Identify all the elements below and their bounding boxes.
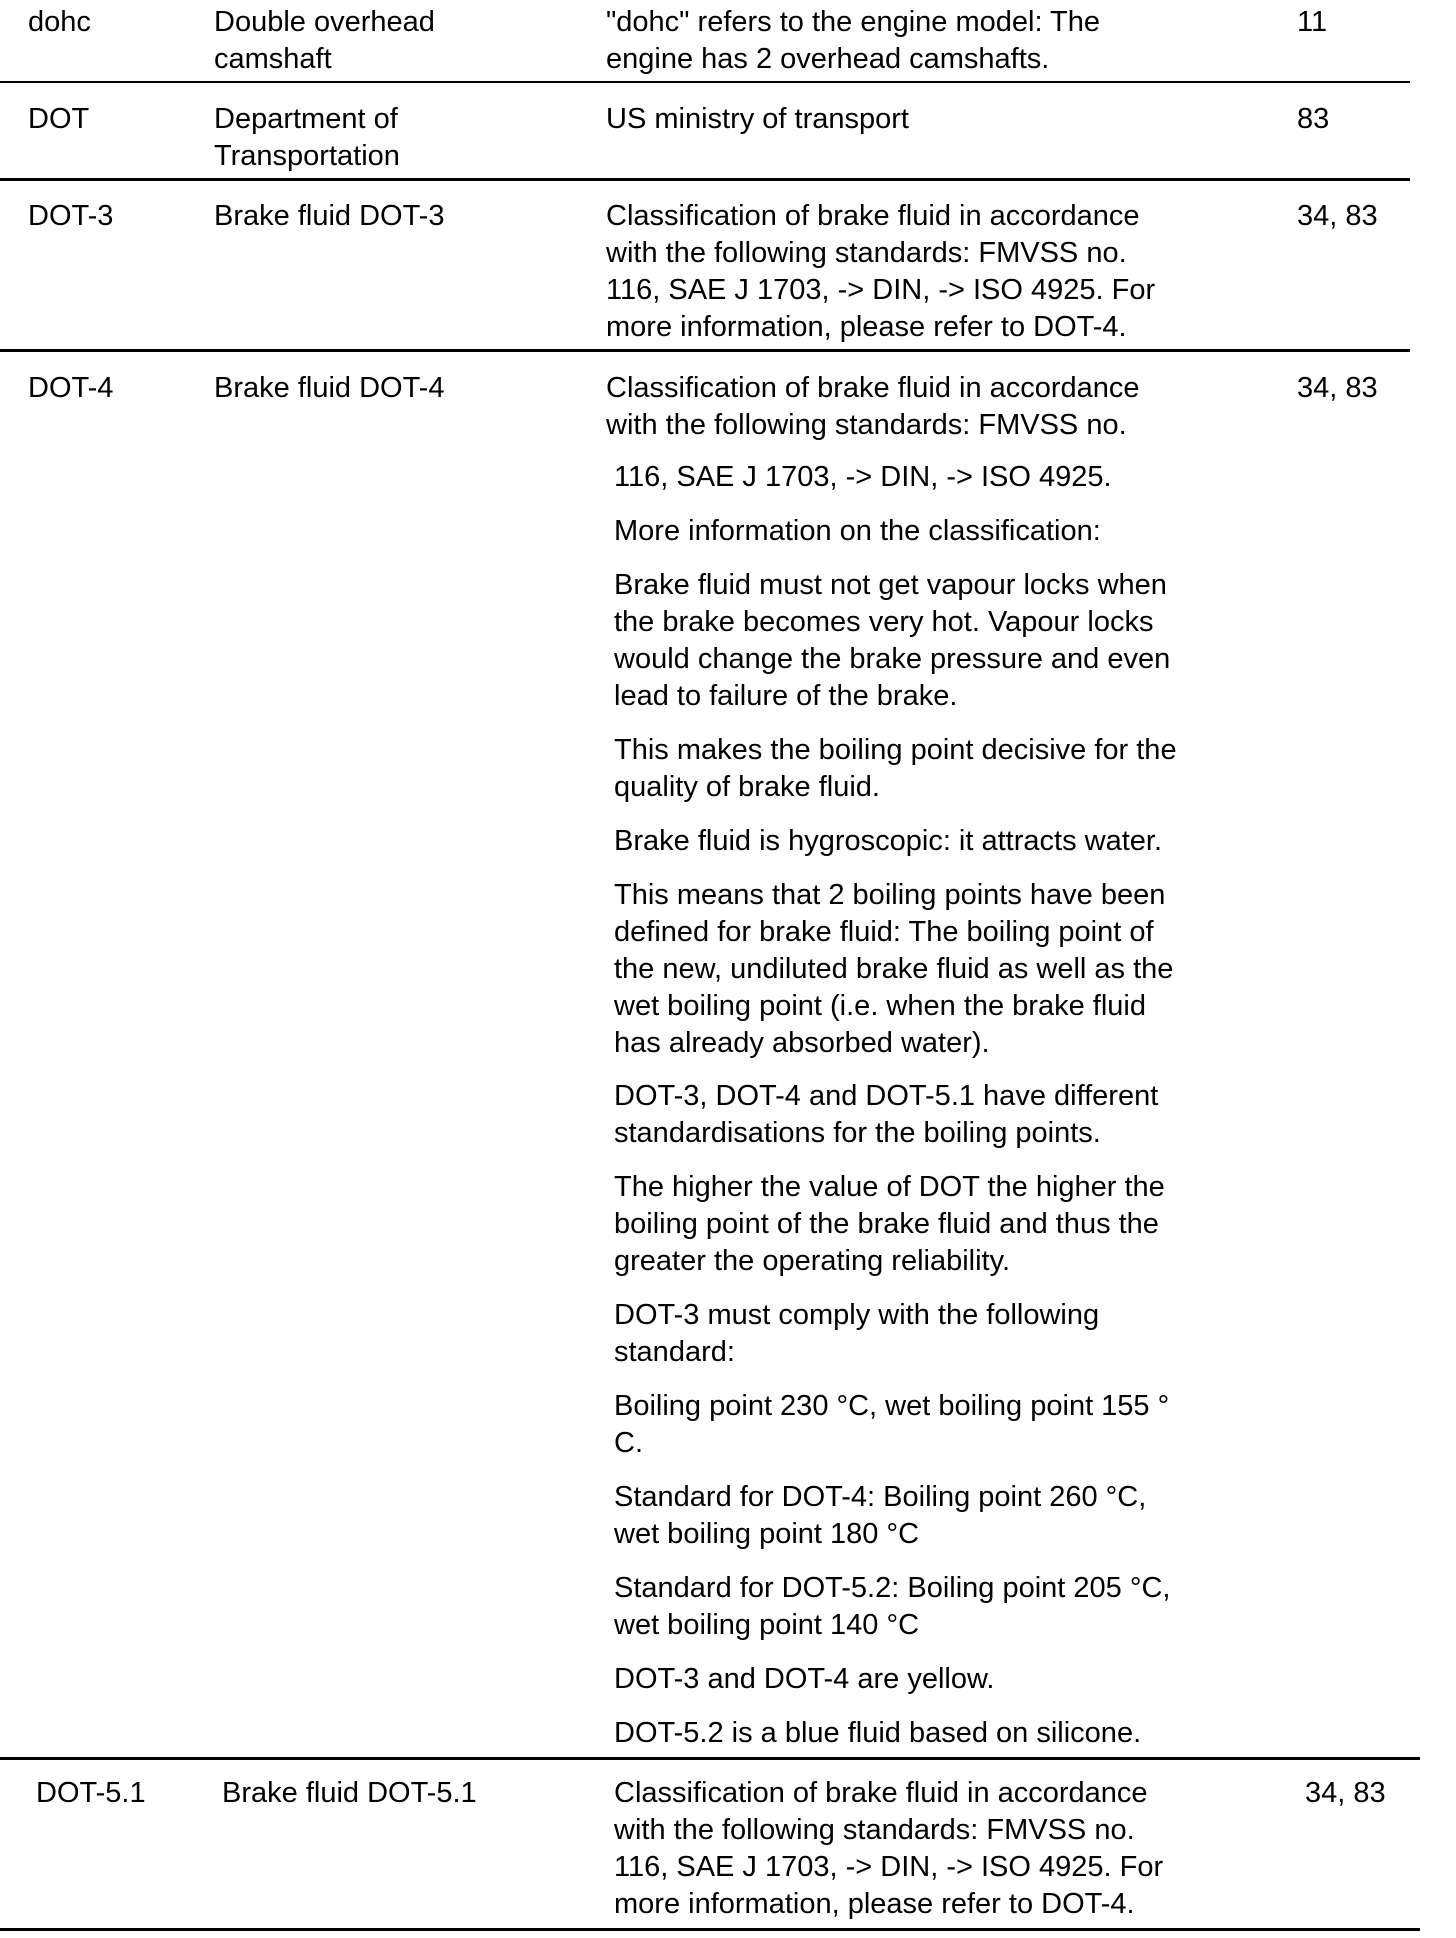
paragraph-line: The higher the value of DOT the higher the bbox=[614, 1171, 1165, 1203]
term-line: Double overhead bbox=[214, 6, 435, 38]
row-dot-pages bbox=[1297, 101, 1329, 138]
description-line: more information, please refer to DOT-4. bbox=[606, 311, 1127, 343]
description-line: with the following standards: FMVSS no. bbox=[606, 237, 1127, 269]
paragraph bbox=[614, 567, 1274, 715]
paragraph bbox=[614, 877, 1274, 1062]
row-dot51-pages bbox=[1305, 1775, 1386, 1812]
paragraph-line: DOT-3 and DOT-4 are yellow. bbox=[614, 1663, 995, 1695]
row-dot4-term bbox=[214, 370, 444, 407]
paragraph-line: lead to failure of the brake. bbox=[614, 680, 958, 712]
paragraph-line: This means that 2 boiling points have been bbox=[614, 879, 1166, 911]
row-dot51-description bbox=[614, 1775, 1163, 1923]
page-reference: 34, 83 bbox=[1297, 372, 1378, 404]
row-dot51-term bbox=[222, 1775, 477, 1812]
paragraph-line: greater the operating reliability. bbox=[614, 1245, 1011, 1277]
description-line: engine has 2 overhead camshafts. bbox=[606, 43, 1050, 75]
paragraph bbox=[614, 1715, 1274, 1752]
paragraph-line: DOT-3 must comply with the following bbox=[614, 1299, 1100, 1331]
term-line: Brake fluid DOT-3 bbox=[214, 200, 445, 232]
row-dot3-abbr bbox=[28, 198, 113, 235]
paragraph bbox=[614, 1297, 1274, 1371]
paragraph-line: C. bbox=[614, 1427, 643, 1459]
row-dot51-abbr bbox=[36, 1775, 146, 1812]
description-line: Classification of brake fluid in accordance bbox=[606, 200, 1140, 232]
row-dot3-pages bbox=[1297, 198, 1378, 235]
paragraph bbox=[614, 1661, 1274, 1698]
paragraph-line: quality of brake fluid. bbox=[614, 771, 880, 803]
page-reference: 11 bbox=[1297, 6, 1328, 38]
abbr-text: dohc bbox=[28, 6, 91, 38]
paragraph-line: Brake fluid is hygroscopic: it attracts water. bbox=[614, 825, 1162, 857]
row-dot3-term bbox=[214, 198, 444, 235]
term-line: Brake fluid DOT-4 bbox=[214, 372, 445, 404]
paragraph-line: Standard for DOT-4: Boiling point 260 °C, bbox=[614, 1481, 1147, 1513]
paragraph-line: This makes the boiling point decisive for the bbox=[614, 734, 1177, 766]
description-line: with the following standards: FMVSS no. bbox=[606, 409, 1127, 441]
paragraph-line: wet boiling point 180 °C bbox=[614, 1518, 920, 1550]
paragraph-line: defined for brake fluid: The boiling point of bbox=[614, 916, 1154, 948]
paragraph-line: boiling point of the brake fluid and thus the bbox=[614, 1208, 1159, 1240]
paragraph-line: Standard for DOT-5.2: Boiling point 205 °C, bbox=[614, 1572, 1171, 1604]
paragraph bbox=[614, 1479, 1274, 1553]
term-line: Transportation bbox=[214, 140, 400, 172]
paragraph-line: wet boiling point (i.e. when the brake fluid bbox=[614, 990, 1146, 1022]
description-line: with the following standards: FMVSS no. bbox=[614, 1814, 1135, 1846]
paragraph bbox=[614, 1078, 1274, 1152]
paragraph-line: standard: bbox=[614, 1336, 735, 1368]
paragraph-line: Brake fluid must not get vapour locks when bbox=[614, 569, 1167, 601]
paragraph-line: wet boiling point 140 °C bbox=[614, 1609, 920, 1641]
paragraph-line: 116, SAE J 1703, -> DIN, -> ISO 4925. bbox=[614, 461, 1112, 493]
paragraph-line: has already absorbed water). bbox=[614, 1027, 990, 1059]
abbr-text: DOT-4 bbox=[28, 372, 114, 404]
description-line: 116, SAE J 1703, -> DIN, -> ISO 4925. For bbox=[614, 1851, 1164, 1883]
row-dot-description bbox=[606, 101, 909, 138]
term-line: camshaft bbox=[214, 43, 332, 75]
row-dohc-description bbox=[606, 4, 1100, 78]
description-line: Classification of brake fluid in accordance bbox=[614, 1777, 1148, 1809]
paragraph bbox=[614, 1570, 1274, 1644]
row-divider bbox=[0, 349, 1410, 352]
row-dohc-term bbox=[214, 4, 435, 78]
abbr-text: DOT-5.1 bbox=[36, 1777, 146, 1809]
page-reference: 34, 83 bbox=[1305, 1777, 1386, 1809]
term-line: Brake fluid DOT-5.1 bbox=[222, 1777, 477, 1809]
paragraph bbox=[614, 513, 1274, 550]
paragraph bbox=[614, 823, 1274, 860]
row-dot4-pages bbox=[1297, 370, 1378, 407]
row-dot4-description bbox=[606, 370, 1140, 444]
paragraph-line: the new, undiluted brake fluid as well as the bbox=[614, 953, 1174, 985]
page-reference: 34, 83 bbox=[1297, 200, 1378, 232]
row-dot4-abbr bbox=[28, 370, 113, 407]
abbr-text: DOT-3 bbox=[28, 200, 114, 232]
description-line: more information, please refer to DOT-4. bbox=[614, 1888, 1135, 1920]
paragraph bbox=[614, 1388, 1274, 1462]
row-dot-term bbox=[214, 101, 400, 175]
abbr-text: DOT bbox=[28, 103, 90, 135]
paragraph bbox=[614, 459, 1274, 496]
paragraph bbox=[614, 1169, 1274, 1280]
row-divider bbox=[0, 178, 1410, 181]
description-line: "dohc" refers to the engine model: The bbox=[606, 6, 1101, 38]
paragraph bbox=[614, 732, 1274, 806]
row-dohc-abbr bbox=[28, 4, 91, 41]
description-line: 116, SAE J 1703, -> DIN, -> ISO 4925. For bbox=[606, 274, 1156, 306]
row-dohc-pages bbox=[1297, 4, 1327, 41]
paragraph-line: DOT-3, DOT-4 and DOT-5.1 have different bbox=[614, 1080, 1159, 1112]
term-line: Department of bbox=[214, 103, 398, 135]
row-divider bbox=[0, 81, 1410, 83]
paragraph-line: the brake becomes very hot. Vapour locks bbox=[614, 606, 1154, 638]
paragraph-line: DOT-5.2 is a blue fluid based on silicone. bbox=[614, 1717, 1142, 1749]
description-line: US ministry of transport bbox=[606, 103, 909, 135]
row-dot3-description bbox=[606, 198, 1155, 346]
paragraph-line: standardisations for the boiling points. bbox=[614, 1117, 1101, 1149]
row-dot-abbr bbox=[28, 101, 89, 138]
paragraph-line: Boiling point 230 °C, wet boiling point 155 ° bbox=[614, 1390, 1170, 1422]
paragraph-line: would change the brake pressure and even bbox=[614, 643, 1171, 675]
row-divider bbox=[0, 1928, 1420, 1931]
description-line: Classification of brake fluid in accordance bbox=[606, 372, 1140, 404]
row-divider bbox=[0, 1757, 1420, 1760]
paragraph-line: More information on the classification: bbox=[614, 515, 1101, 547]
page-reference: 83 bbox=[1297, 103, 1330, 135]
